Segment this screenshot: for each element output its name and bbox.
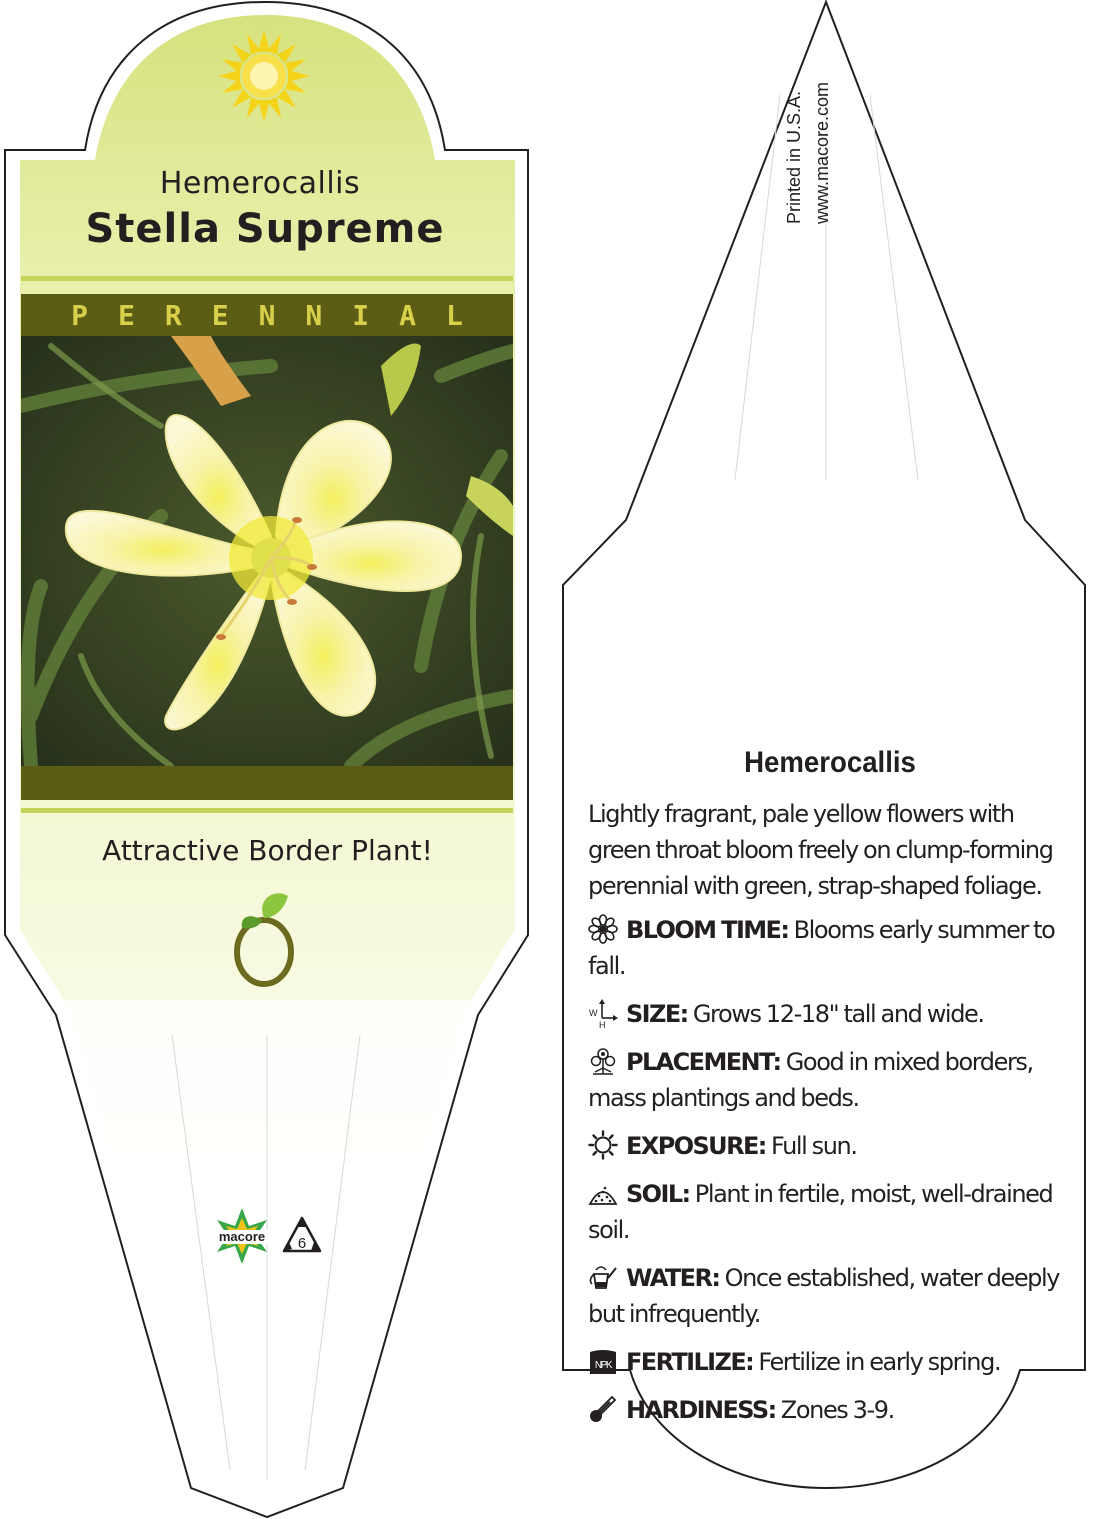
spec-bloom-time (588, 912, 1068, 984)
spec-exposure (588, 1128, 1068, 1164)
size-icon-w: W (589, 1008, 597, 1018)
back-heading: Hemerocallis (744, 746, 916, 779)
size-value: Grows 12-18" tall and wide. (687, 1000, 984, 1028)
category-band (21, 294, 513, 336)
website-label: www.macore.com (812, 81, 832, 224)
fertilize-label: FERTILIZE: (626, 1348, 754, 1376)
soil-icon (588, 1178, 618, 1208)
photo-bottom-band (21, 766, 513, 800)
water-label: WATER: (626, 1264, 720, 1292)
spec-fertilize (588, 1344, 1068, 1380)
category-label: PERENNIAL (71, 298, 493, 332)
npk-icon (588, 1346, 618, 1376)
cultivar-name: Stella Supreme (85, 206, 445, 252)
spec-soil (588, 1176, 1068, 1248)
exposure-label: EXPOSURE: (626, 1132, 766, 1160)
water-value: Once established, water deeply but infrequently. (588, 1264, 1060, 1328)
printed-in-label: Printed in U.S.A. (784, 90, 804, 224)
genus-name: Hemerocallis (159, 166, 361, 201)
placement-icon (588, 1046, 618, 1076)
sun-outline-icon (588, 1130, 618, 1160)
placement-label: PLACEMENT: (626, 1048, 781, 1076)
description: Lightly fragrant, pale yellow flowers with green throat bloom freely on clump-forming perennial with green, strap-shaped foliage. (588, 800, 1053, 900)
printed-info (640, 60, 880, 240)
tagline: Attractive Border Plant! (102, 834, 433, 867)
size-label: SIZE: (626, 1000, 688, 1028)
placement-value: Good in mixed borders, mass plantings and beds. (588, 1048, 1033, 1112)
thermometer-icon (588, 1394, 618, 1424)
sun-icon (214, 26, 314, 126)
spec-hardiness (588, 1392, 1068, 1428)
care-info (588, 796, 1068, 1440)
sprout-logo-icon (226, 890, 306, 990)
size-icon (588, 998, 618, 1028)
spec-water (588, 1260, 1068, 1332)
recycle-code: 6 (297, 1235, 307, 1252)
flower-icon (588, 914, 618, 944)
spec-placement (588, 1044, 1068, 1116)
watering-can-icon (588, 1262, 618, 1292)
hardiness-value: Zones 3-9. (775, 1396, 894, 1424)
soil-value: Plant in fertile, moist, well-drained soil. (588, 1180, 1053, 1244)
fertilize-value: Fertilize in early spring. (753, 1348, 1001, 1376)
brand-label: macore (218, 1229, 266, 1244)
hardiness-label: HARDINESS: (626, 1396, 776, 1424)
spec-size (588, 996, 1068, 1032)
size-icon-h: H (599, 1020, 605, 1028)
exposure-value: Full sun. (765, 1132, 857, 1160)
macore-logo-icon (207, 1205, 277, 1267)
bloom-time-value: Blooms early summer to fall. (588, 916, 1055, 980)
bloom-time-label: BLOOM TIME: (626, 916, 789, 944)
npk-text: NPK (594, 1360, 612, 1371)
recycle-icon (281, 1215, 323, 1257)
flower-photo (21, 336, 513, 766)
soil-label: SOIL: (626, 1180, 690, 1208)
